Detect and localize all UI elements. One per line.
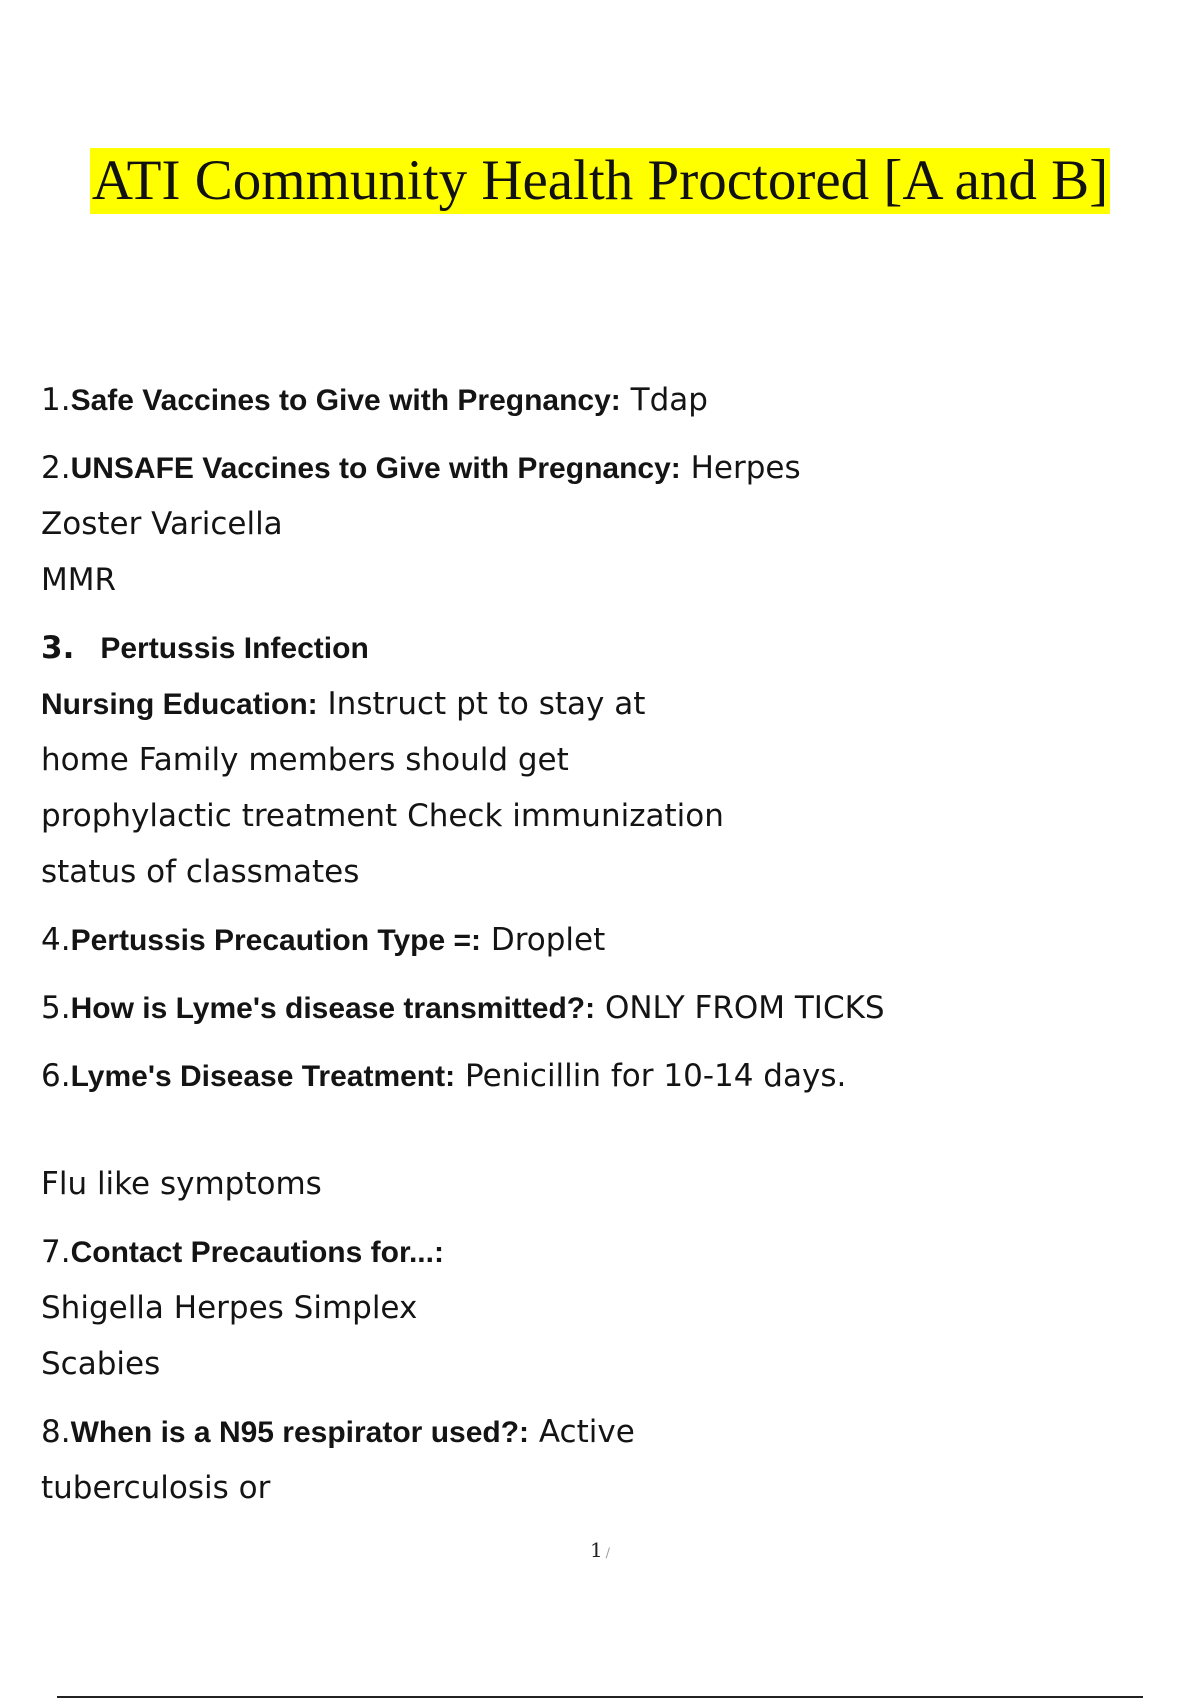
item-number: 3.: [41, 630, 75, 666]
list-item: [41, 912, 1161, 968]
question-label: Safe Vaccines to Give with Pregnancy:: [70, 384, 621, 417]
answer-text: Penicillin for 10-14 days.: [455, 1058, 847, 1094]
sub-label: Nursing Education:: [41, 688, 318, 721]
answer-line: [41, 676, 1161, 732]
list-item: [41, 980, 1161, 1036]
item-number: 4.: [41, 922, 71, 958]
list-item: [41, 440, 1161, 496]
answer-line: Flu like symptoms: [41, 1166, 322, 1202]
question-label: Pertussis Precaution Type =:: [70, 924, 481, 957]
answer-line: MMR: [41, 562, 117, 598]
page-number-value: 1: [589, 1538, 603, 1562]
answer-line: home Family members should get: [41, 742, 569, 778]
answer-line: status of classmates: [41, 854, 360, 890]
page-number-suffix: /: [605, 1546, 611, 1561]
list-item: [41, 1048, 1161, 1104]
document-title: ATI Community Health Proctored [A and B]: [91, 149, 1109, 212]
question-label: UNSAFE Vaccines to Give with Pregnancy:: [70, 452, 681, 485]
item-number: 7.: [41, 1234, 71, 1270]
page-number: [0, 1538, 1200, 1562]
title-container: [0, 148, 1200, 214]
list-item: [41, 1404, 1161, 1460]
question-label: How is Lyme's disease transmitted?:: [70, 992, 596, 1025]
answer-line: Shigella Herpes Simplex: [41, 1290, 418, 1326]
answer-line: prophylactic treatment Check immunization: [41, 798, 724, 834]
qa-list: [41, 372, 1161, 1516]
question-label: When is a N95 respirator used?:: [70, 1416, 530, 1449]
answer-line: Zoster Varicella: [41, 506, 283, 542]
answer-text: Active: [529, 1414, 635, 1450]
answer-text: Herpes: [680, 450, 801, 486]
footer-divider: [57, 1696, 1143, 1698]
list-item: [41, 372, 1161, 428]
item-number: 8.: [41, 1414, 71, 1450]
answer-text: Tdap: [620, 382, 708, 418]
item-number: 2.: [41, 450, 71, 486]
answer-line: Scabies: [41, 1346, 161, 1382]
answer-text: Instruct pt to stay at: [317, 686, 646, 722]
list-item: [41, 620, 1161, 676]
answer-text: ONLY FROM TICKS: [595, 990, 885, 1026]
answer-text: Droplet: [481, 922, 606, 958]
item-number: 6.: [41, 1058, 71, 1094]
item-number: 5.: [41, 990, 71, 1026]
section-heading: Pertussis Infection: [100, 632, 369, 665]
answer-line: tuberculosis or: [41, 1470, 271, 1506]
item-number: 1.: [41, 382, 71, 418]
question-label: Lyme's Disease Treatment:: [70, 1060, 456, 1093]
list-item: [41, 1224, 1161, 1280]
question-label: Contact Precautions for...:: [70, 1236, 444, 1269]
